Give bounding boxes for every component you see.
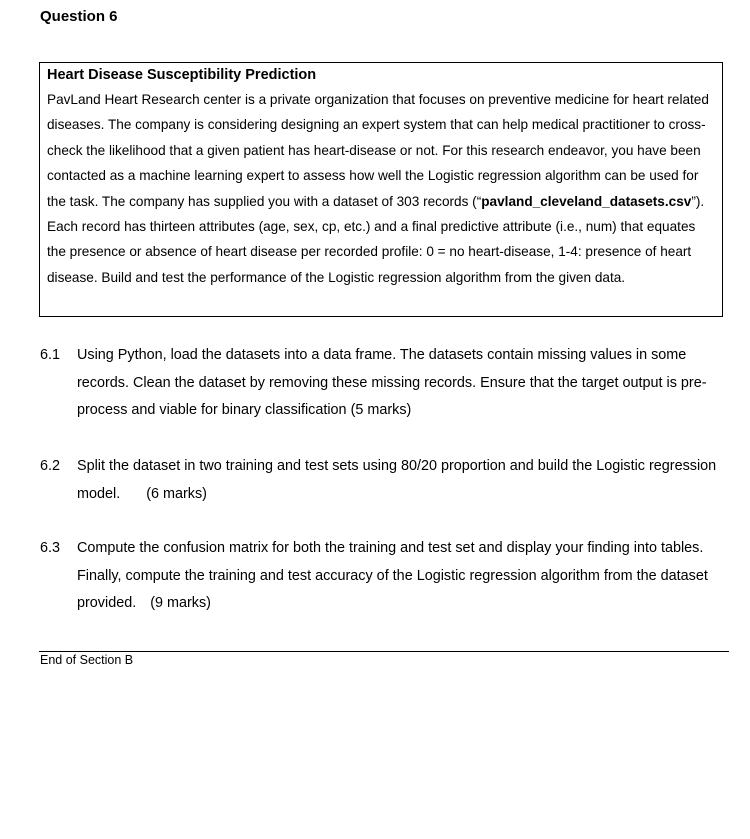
question-title: Question 6: [40, 8, 118, 25]
case-study-body-part1: PavLand Heart Research center is a private organization that focuses on preventive medicine for heart related diseases. The company is considering designing an expert system that can help medical practitioner to cross-check the likelihood that a given patient has heart-disease or not. For this research endeavor, you have been contacted as a machine learning expert to assess how well the Logistic regression algorithm can be used for the task. The company has supplied you with a dataset of 303 records (“: [47, 92, 709, 209]
case-study-title: Heart Disease Susceptibility Prediction: [47, 67, 317, 83]
section-divider: [39, 651, 729, 652]
task-text: [77, 453, 730, 508]
case-study-box: [39, 62, 723, 317]
task-description: Using Python, load the datasets into a data frame. The datasets contain missing values in some records. Clean the dataset by removing these missing records. Ensure that the target output is pre-process and viable for binary classification: [77, 347, 707, 418]
task-number: 6.2: [40, 458, 61, 474]
case-study-body-part2: ”). Each record has thirteen attributes (age, sex, cp, etc.) and a final predictive attribute (i.e., num) that equates the presence or absence of heart disease per recorded profile: 0 = no heart-disease, 1-4: presence of heart disease. Build and test the performance of the Logistic regression algorithm from the given data.: [47, 193, 705, 285]
section-end-label: End of Section B: [40, 653, 134, 667]
task-text: [77, 342, 730, 425]
task-6-1: [40, 342, 730, 425]
task-marks: (6 marks): [146, 485, 207, 502]
case-study-body: [47, 87, 716, 290]
task-description: Split the dataset in two training and test sets using 80/20 proportion and build the Logistic regression model.: [77, 458, 717, 502]
task-marks: (5 marks): [350, 402, 412, 418]
task-number: 6.3: [40, 540, 61, 556]
task-marks: (9 marks): [150, 595, 211, 611]
dataset-filename: pavland_cleveland_datasets.csv: [481, 193, 692, 209]
task-number: 6.1: [40, 347, 61, 363]
task-description: Compute the confusion matrix for both the training and test set and display your finding into tables. Finally, compute the training and test accuracy of the Logistic regression algorithm from the dataset provided.: [77, 540, 708, 611]
task-text: [77, 535, 730, 618]
task-6-2: [40, 453, 730, 508]
task-6-3: [40, 535, 730, 618]
